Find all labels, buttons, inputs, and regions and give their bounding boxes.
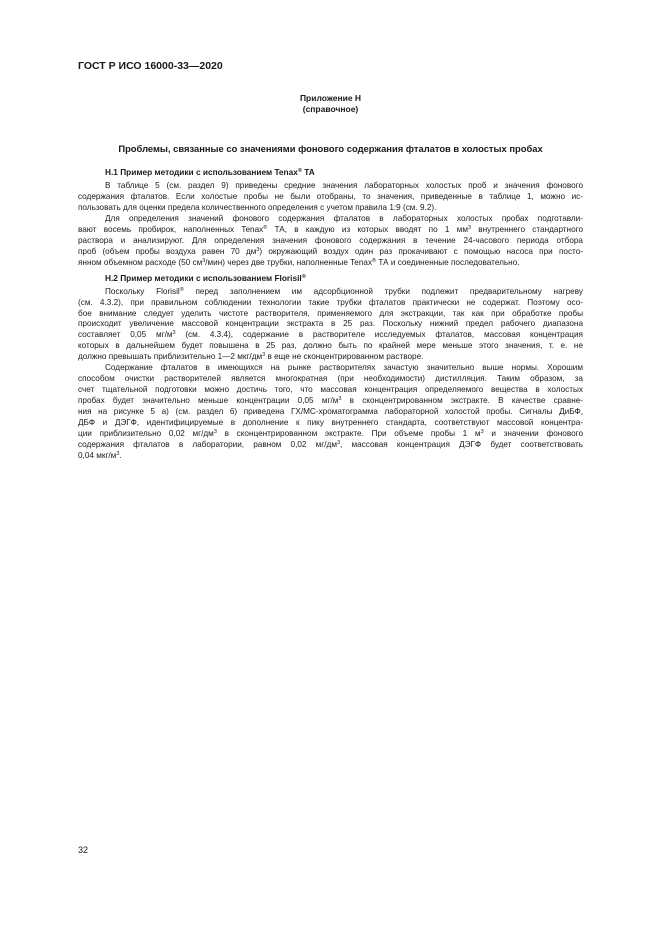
annex-subtitle: (справочное) [302,104,359,114]
text-line: Поскольку Florisil® перед заполнением им адсорбционной трубки подлежит предварительному нагреву [105,286,583,296]
text-line: вают восемь пробирок, наполненных Tenax® ТА, в каждую из которых вводят по 1 $мм^3$ внутреннего стандартного [78,224,583,234]
page-number: 32 [78,845,89,855]
text-line: которых в дальнейшем будет повышена в 25 раз, должно быть по крайней мере меньше этого значения, т. е. не [78,341,583,351]
text-line: Для определения значений фонового содержания фталатов в лабораторных холостых пробах подготавли- [105,213,583,223]
text-line: содержания фталатов. Если холостые пробы не были отобраны, то значения, приведенные в таблице 1, можно ис- [78,191,583,201]
standard-header: ГОСТ Р ИСО 16000-33—2020 [78,60,223,72]
text-line: ния на рисунке 5 а) (см. раздел 6) приведена ГХ/МС-хроматограмма лабораторной холостой пробы. Сигналы ДиБФ, [78,407,583,417]
section-heading: Н.2 Пример методики с использованием Florisil® [105,272,306,283]
paragraph [78,287,583,364]
annex-title: Приложение Н [299,93,362,103]
text-line: янном объемном расходе (50 $см^3/мин$) через две трубки, наполненные Tenax® ТА и соединенные последовательно. [78,257,520,267]
text-line: раствора и анализируют. Для определения значения фонового содержания в течение 24-часового периода отбора [78,235,583,245]
text-line: происходит увеличение массовой концентрации экстракта в 25 раз. Поскольку нижний предел рабочего диапазона [78,319,583,329]
text-line: пробах будет значительно меньше концентрации 0,05 $мг/м^3$ в сконцентрированном экстракте. В качестве сравне- [78,396,584,406]
text-line: составляет 0,05 $мг/м^3$ (см. 4.3.4), содержание в растворителе исследуемых фталатов, массовая концентрация [78,330,583,340]
text-line: Содержание фталатов в имеющихся на рынке растворителях зачастую значительно выше нормы. Хорошим [105,363,583,373]
text-line: должно превышать приблизительно 1—2 мкг/$дм^3$ в еще не сконцентрированном растворе. [78,352,424,362]
document-body [78,163,583,462]
annex-heading [0,93,661,115]
text-line: (см. 4.3.2), при правильном соблюдении технологии такие трубки фталатов практически не содержат. Поэтому осо- [78,297,583,307]
text-line: проб (объем пробы воздуха равен 70 $дм^3$) окружающий воздух один раз прокачивают с помощью насоса при посто- [78,246,583,256]
text-line: способом очистки растворителей является многократная (при необходимости) дистилляция. Таким образом, за [78,374,583,384]
paragraph [78,214,583,269]
annex-main-title: Проблемы, связанные со значениями фонового содержания фталатов в холостых пробах [118,143,543,154]
text-line: 0,04 мкг/$м^3$. [78,450,122,460]
paragraph [78,363,583,462]
section-heading: Н.1 Пример методики с использованием Tenax® ТА [105,167,315,177]
text-line: счет тщательной подготовки можно достичь того, что массовая концентрация определяемого вещества в холостых [78,385,583,395]
text-line: ДБФ и ДЭГФ, идентифицируемые в дополнение к пику внутреннего стандарта, соответствуют массовой концентра- [78,418,583,428]
text-line: пользовать для оценки предела количественного определения с учетом правила 1:9 (см. 9.2). [78,202,437,212]
text-line: ции приблизительно 0,02 $мг/дм^3$ в сконцентрированном экстракте. При объеме пробы 1 $м^3$ и значении фонового [78,429,584,439]
text-line: бое внимание следует уделить чистоте растворителя, применяемого для экстракции, так как при обработке пробы [78,308,583,318]
text-line: В таблице 5 (см. раздел 9) приведены средние значения лабораторных холостых проб и значения фонового [105,181,583,190]
paragraph [78,181,583,214]
text-line: содержания фталатов в лаборатории, равном 0,02 $мг/дм^3$, массовая концентрация ДЭГФ будет соответствовать [78,439,583,449]
